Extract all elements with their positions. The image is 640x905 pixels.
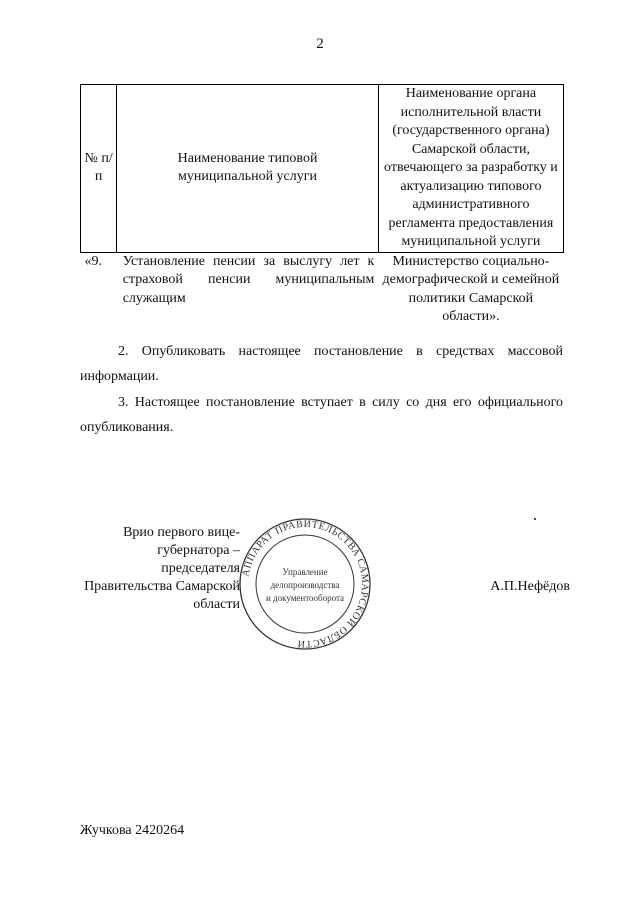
signatory-position: Врио первого вице-губернатора – председателя Правительства Самарской области — [84, 525, 240, 612]
row-responsible-organ: Министерство социально-демографической и семейной политики Самарской области». — [382, 253, 560, 324]
signatory-name: А.П.Нефёдов — [490, 579, 570, 594]
services-table — [80, 84, 564, 327]
header-responsible-organ: Наименование органа исполнительной власти (государственного органа) Самарской области, отвечающего за разработку и актуализацию типового административного регламента предоставления муниципальной услуги — [378, 85, 563, 253]
table-row — [81, 252, 564, 327]
seal-inner-line-2: делопроизводства — [270, 580, 340, 590]
seal-inner-line-3: и документооборота — [265, 593, 345, 603]
seal-inner-line-1: Управление — [282, 567, 328, 577]
paragraph-effective-date: 3. Настоящее постановление вступает в силу со дня его официального опубликования. — [80, 395, 563, 435]
row-number: «9. — [84, 253, 102, 269]
scan-speck — [534, 518, 536, 520]
row-service-name: Установление пенсии за выслугу лет к страховой пенсии муниципальным служащим — [122, 253, 375, 306]
paragraph-publish: 2. Опубликовать настоящее постановление в средствах массовой информации. — [80, 344, 563, 384]
header-number: № п/п — [81, 85, 117, 253]
executor-contact: Жучкова 2420264 — [80, 823, 185, 838]
header-service-name: Наименование типовой муниципальной услуги — [117, 85, 379, 253]
table-header-row — [81, 85, 564, 253]
seal-outer-text: АППАРАТ ПРАВИТЕЛЬСТВА САМАРСКОЙ ОБЛАСТИ — [240, 518, 371, 650]
official-seal — [238, 517, 372, 651]
page-number: 2 — [316, 36, 324, 52]
